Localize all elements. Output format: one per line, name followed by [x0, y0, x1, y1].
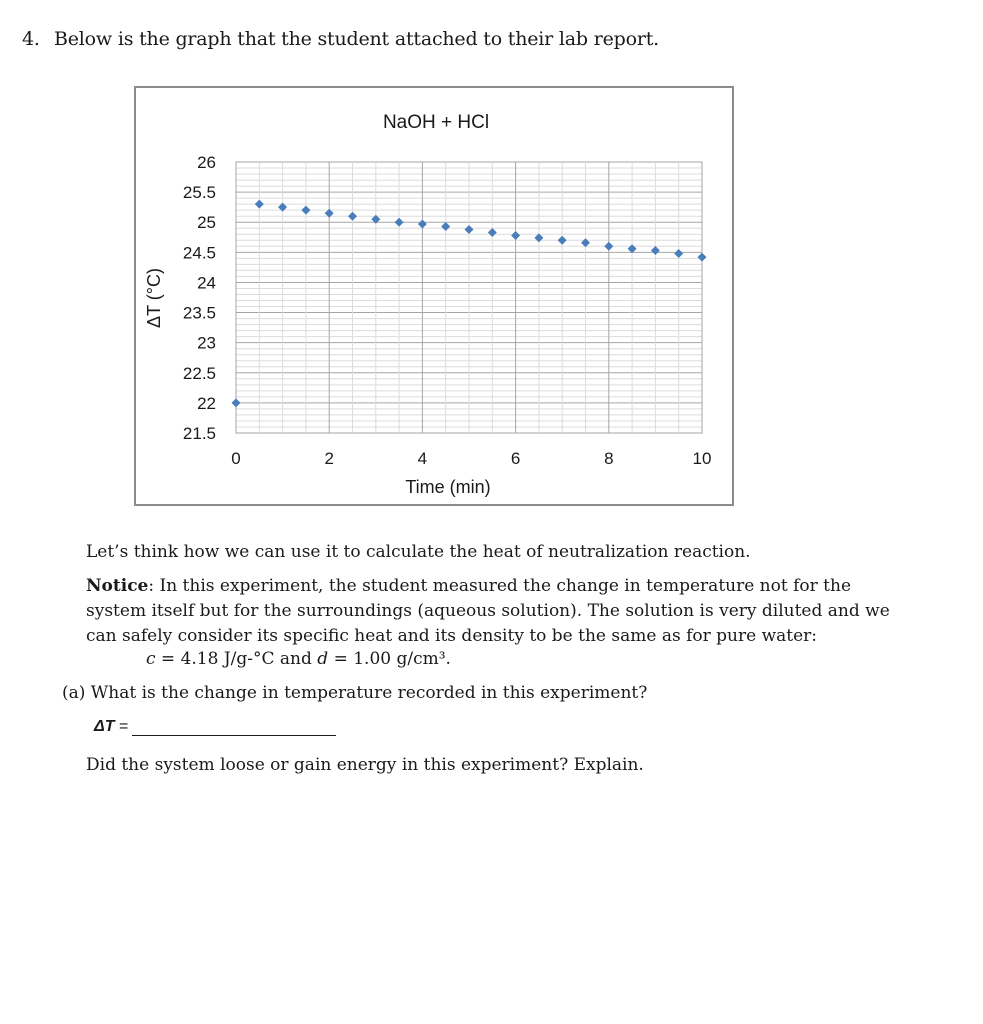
x-tick-labels — [231, 449, 711, 468]
delta-t-equals: = — [114, 718, 129, 735]
delta-t-label: ΔT — [94, 718, 115, 735]
data-point — [301, 206, 310, 215]
data-point — [232, 398, 241, 407]
chart-frame — [134, 86, 734, 506]
formula-d-symbol: d — [317, 649, 329, 669]
question-number: 4. — [22, 28, 40, 50]
y-tick-labels — [183, 153, 216, 443]
formula-c-symbol: c — [146, 649, 156, 669]
y-tick-label: 21.5 — [182, 424, 216, 443]
notice-body: : In this experiment, the student measured the change in temperature not for the system itself but for the surroundings (aqueous solution). The solution is very diluted and we can safely consider its specific heat and its density to be the same as for pure water: — [86, 576, 890, 646]
data-point — [395, 218, 404, 227]
y-tick-label: 22 — [197, 393, 216, 413]
temperature-chart — [136, 88, 732, 504]
paragraph-heat-of-neutralization: Let’s think how we can use it to calculate the heat of neutralization reaction. — [86, 542, 751, 562]
x-tick-label: 2 — [324, 449, 334, 468]
data-point — [441, 222, 450, 231]
data-point — [255, 200, 264, 209]
data-point — [604, 242, 613, 251]
x-tick-label: 4 — [417, 449, 428, 468]
formula-line — [146, 649, 451, 669]
formula-c-value: = 4.18 J/g-°C and — [155, 649, 318, 669]
x-axis-label: Time (min) — [405, 477, 491, 497]
x-tick-label: 8 — [604, 449, 614, 468]
y-tick-label: 24.5 — [182, 243, 216, 263]
y-tick-label: 23 — [197, 333, 216, 353]
part-a-question: (a) What is the change in temperature recorded in this experiment? — [62, 683, 648, 703]
y-tick-label: 22.5 — [182, 363, 216, 383]
y-tick-label: 25.5 — [182, 183, 216, 203]
question-text: Below is the graph that the student attached to their lab report. — [54, 28, 660, 50]
data-point — [698, 253, 707, 262]
formula-d-value: = 1.00 g/cm³. — [328, 649, 451, 669]
grid — [236, 162, 702, 433]
y-tick-label: 23.5 — [182, 303, 216, 323]
data-point — [348, 212, 357, 221]
data-point — [651, 246, 660, 255]
x-tick-label: 10 — [692, 449, 712, 468]
data-point — [465, 225, 474, 234]
delta-t-answer — [94, 718, 336, 736]
y-tick-label: 25 — [197, 213, 216, 233]
data-point — [558, 236, 567, 245]
data-point — [511, 231, 520, 240]
data-point — [418, 220, 427, 229]
data-point — [674, 249, 683, 258]
question-heading — [22, 28, 659, 50]
y-tick-label: 24 — [197, 273, 216, 293]
x-tick-label: 0 — [231, 449, 241, 468]
data-point — [488, 228, 497, 237]
y-axis-label: ΔT (°C) — [144, 268, 164, 328]
paragraph-system-energy: Did the system loose or gain energy in this experiment? Explain. — [86, 755, 644, 775]
notice-paragraph — [86, 574, 896, 649]
delta-t-answer-blank[interactable] — [132, 735, 336, 736]
chart-title: NaOH + HCl — [382, 112, 490, 133]
x-tick-label: 6 — [510, 449, 521, 468]
y-tick-label: 26 — [197, 153, 216, 172]
notice-label: Notice — [86, 576, 149, 596]
